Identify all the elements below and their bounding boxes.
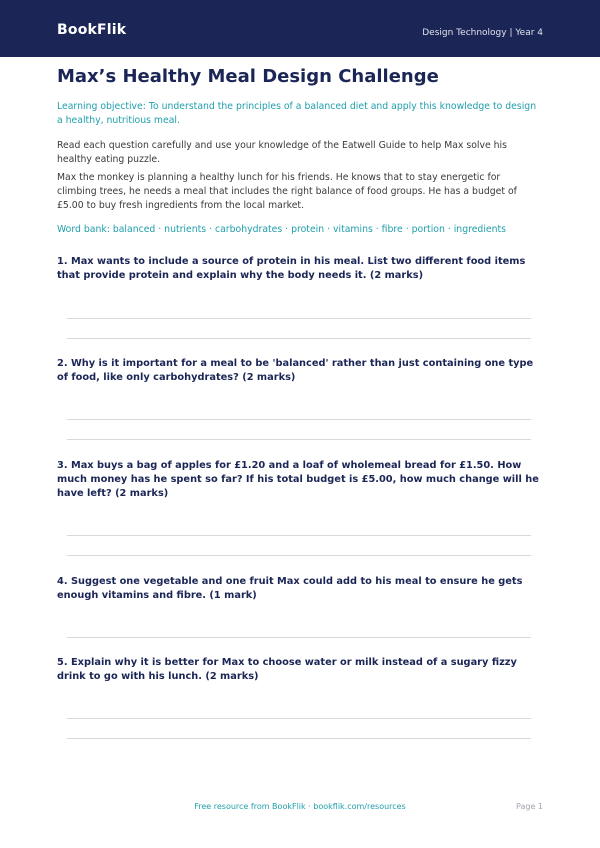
answer-line[interactable] xyxy=(67,718,531,719)
answer-line[interactable] xyxy=(67,535,531,536)
answer-line[interactable] xyxy=(67,637,531,638)
brand-logo[interactable]: BookFlik xyxy=(57,22,127,38)
question-2: 2. Why is it important for a meal to be 'balanced' rather than just containing one type of food, like only carbohydrates? (2 marks) xyxy=(57,358,534,383)
question-1: 1. Max wants to include a source of protein in his meal. List two different food items that provide protein and explain why the body needs it. (2 marks) xyxy=(57,256,526,281)
answer-line[interactable] xyxy=(67,338,531,339)
word-bank: Word bank: balanced · nutrients · carbohydrates · protein · vitamins · fibre · portion · ingredients xyxy=(57,224,507,235)
page-number: Page 1 xyxy=(516,802,543,811)
answer-line[interactable] xyxy=(67,318,531,319)
page-title: Max’s Healthy Meal Design Challenge xyxy=(57,66,439,87)
answer-line[interactable] xyxy=(67,439,531,440)
footer-source-link[interactable]: Free resource from BookFlik · bookflik.com/resources xyxy=(194,802,406,811)
answer-line[interactable] xyxy=(67,555,531,556)
question-4: 4. Suggest one vegetable and one fruit Max could add to his meal to ensure he gets enough vitamins and fibre. (1 mark) xyxy=(57,576,523,601)
question-3: 3. Max buys a bag of apples for £1.20 and a loaf of wholemeal bread for £1.50. How much money has he spent so far? If his total budget is £5.00, how much change will he have left? (2 marks) xyxy=(57,460,539,499)
page-header xyxy=(0,0,600,57)
answer-line[interactable] xyxy=(67,419,531,420)
instructions-paragraph: Read each question carefully and use your knowledge of the Eatwell Guide to help Max solve his healthy eating puzzle. xyxy=(57,140,507,165)
scenario-paragraph: Max the monkey is planning a healthy lunch for his friends. He knows that to stay energetic for climbing trees, he needs a meal that includes the right balance of food groups. He has a budget of £5.00 to buy fresh ingredients from the local market. xyxy=(57,172,517,211)
answer-line[interactable] xyxy=(67,738,531,739)
subject-year-label: Design Technology | Year 4 xyxy=(422,28,543,38)
question-5: 5. Explain why it is better for Max to choose water or milk instead of a sugary fizzy drink to go with his lunch. (2 marks) xyxy=(57,657,517,682)
learning-objective: Learning objective: To understand the principles of a balanced diet and apply this knowledge to design a healthy, nutritious meal. xyxy=(57,101,537,126)
